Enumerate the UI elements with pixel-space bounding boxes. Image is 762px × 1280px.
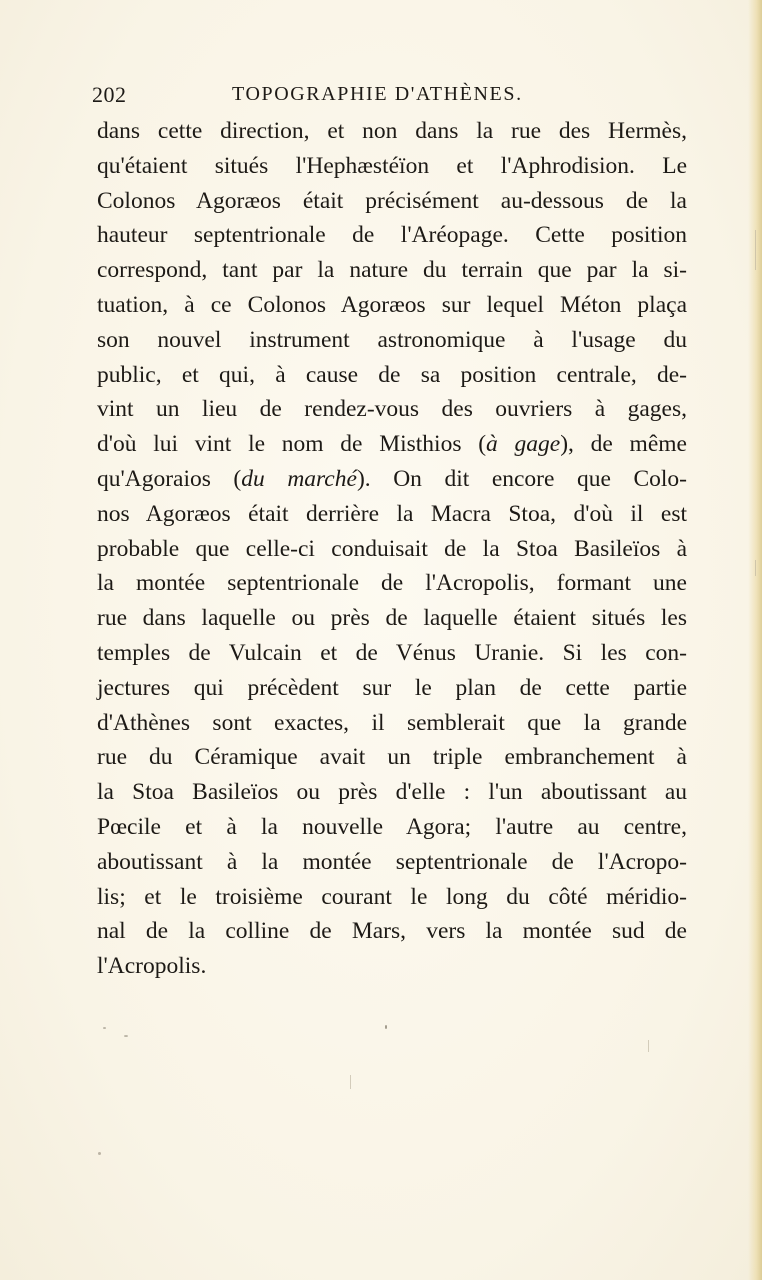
text-line: la Stoa Basileïos ou près d'elle : l'un aboutissant au <box>97 779 687 806</box>
italic-text-segment: du marché <box>241 465 357 492</box>
text-line: Colonos Agoræos était précisément au-dessous de la <box>97 187 687 214</box>
text-line: Pœcile et à la nouvelle Agora; l'autre au centre, <box>97 813 687 840</box>
text-line: son nouvel instrument astronomique à l'usage du <box>97 326 687 353</box>
text-line <box>97 427 687 462</box>
text-line: qu'étaient situés l'Hephæstéïon et l'Aphrodision. Le <box>97 152 687 179</box>
text-line: la montée septentrionale de l'Acropolis, formant une <box>97 570 687 597</box>
paper-mark <box>755 560 756 576</box>
paper-speck <box>385 1025 387 1029</box>
text-segment: ), de même <box>560 431 687 458</box>
text-line: tuation, à ce Colonos Agoræos sur lequel Méton plaça <box>97 291 687 318</box>
text-line: rue du Céramique avait un triple embranchement à <box>97 744 687 771</box>
text-segment: ). On dit encore que Colo- <box>356 465 688 492</box>
text-line: lis; et le troisième courant le long du côté méridio- <box>97 883 687 910</box>
running-head <box>92 80 684 110</box>
paper-speck <box>103 1027 106 1029</box>
paper-speck <box>124 1035 128 1037</box>
page-number: 202 <box>92 82 127 107</box>
paper-mark <box>648 1040 649 1052</box>
text-line: temples de Vulcain et de Vénus Uranie. Si les con- <box>97 639 687 666</box>
running-title: TOPOGRAPHIE D'ATHÈNES. <box>232 83 523 105</box>
text-line: nos Agoræos était derrière la Macra Stoa, d'où il est <box>97 500 687 527</box>
paper-mark <box>755 230 756 270</box>
italic-text-segment: à gage <box>486 431 561 458</box>
paper-mark <box>350 1075 351 1089</box>
text-line: dans cette direction, et non dans la rue des Hermès, <box>97 118 687 144</box>
paper-speck <box>98 1152 101 1155</box>
text-line: aboutissant à la montée septentrionale de l'Acropo- <box>97 848 687 875</box>
text-line <box>97 462 687 497</box>
text-line: nal de la colline de Mars, vers la montée sud de <box>97 918 687 945</box>
text-line: rue dans laquelle ou près de laquelle étaient situés les <box>97 605 687 632</box>
text-line: public, et qui, à cause de sa position centrale, de- <box>97 361 687 388</box>
text-line: jectures qui précèdent sur le plan de cette partie <box>97 674 687 701</box>
text-line: probable que celle-ci conduisait de la Stoa Basileïos à <box>97 535 687 562</box>
text-segment: d'où lui vint le nom de Misthios ( <box>97 431 487 458</box>
text-line: hauteur septentrionale de l'Aréopage. Cette position <box>97 222 687 249</box>
page-edge <box>748 0 762 1280</box>
text-segment: qu'Agoraios ( <box>97 465 242 492</box>
text-line: l'Acropolis. <box>97 953 207 980</box>
text-line: d'Athènes sont exactes, il semblerait que la grande <box>97 709 687 736</box>
text-line: correspond, tant par la nature du terrain que par la si- <box>97 257 687 284</box>
body-text <box>97 114 687 984</box>
text-line: vint un lieu de rendez-vous des ouvriers à gages, <box>97 396 687 423</box>
